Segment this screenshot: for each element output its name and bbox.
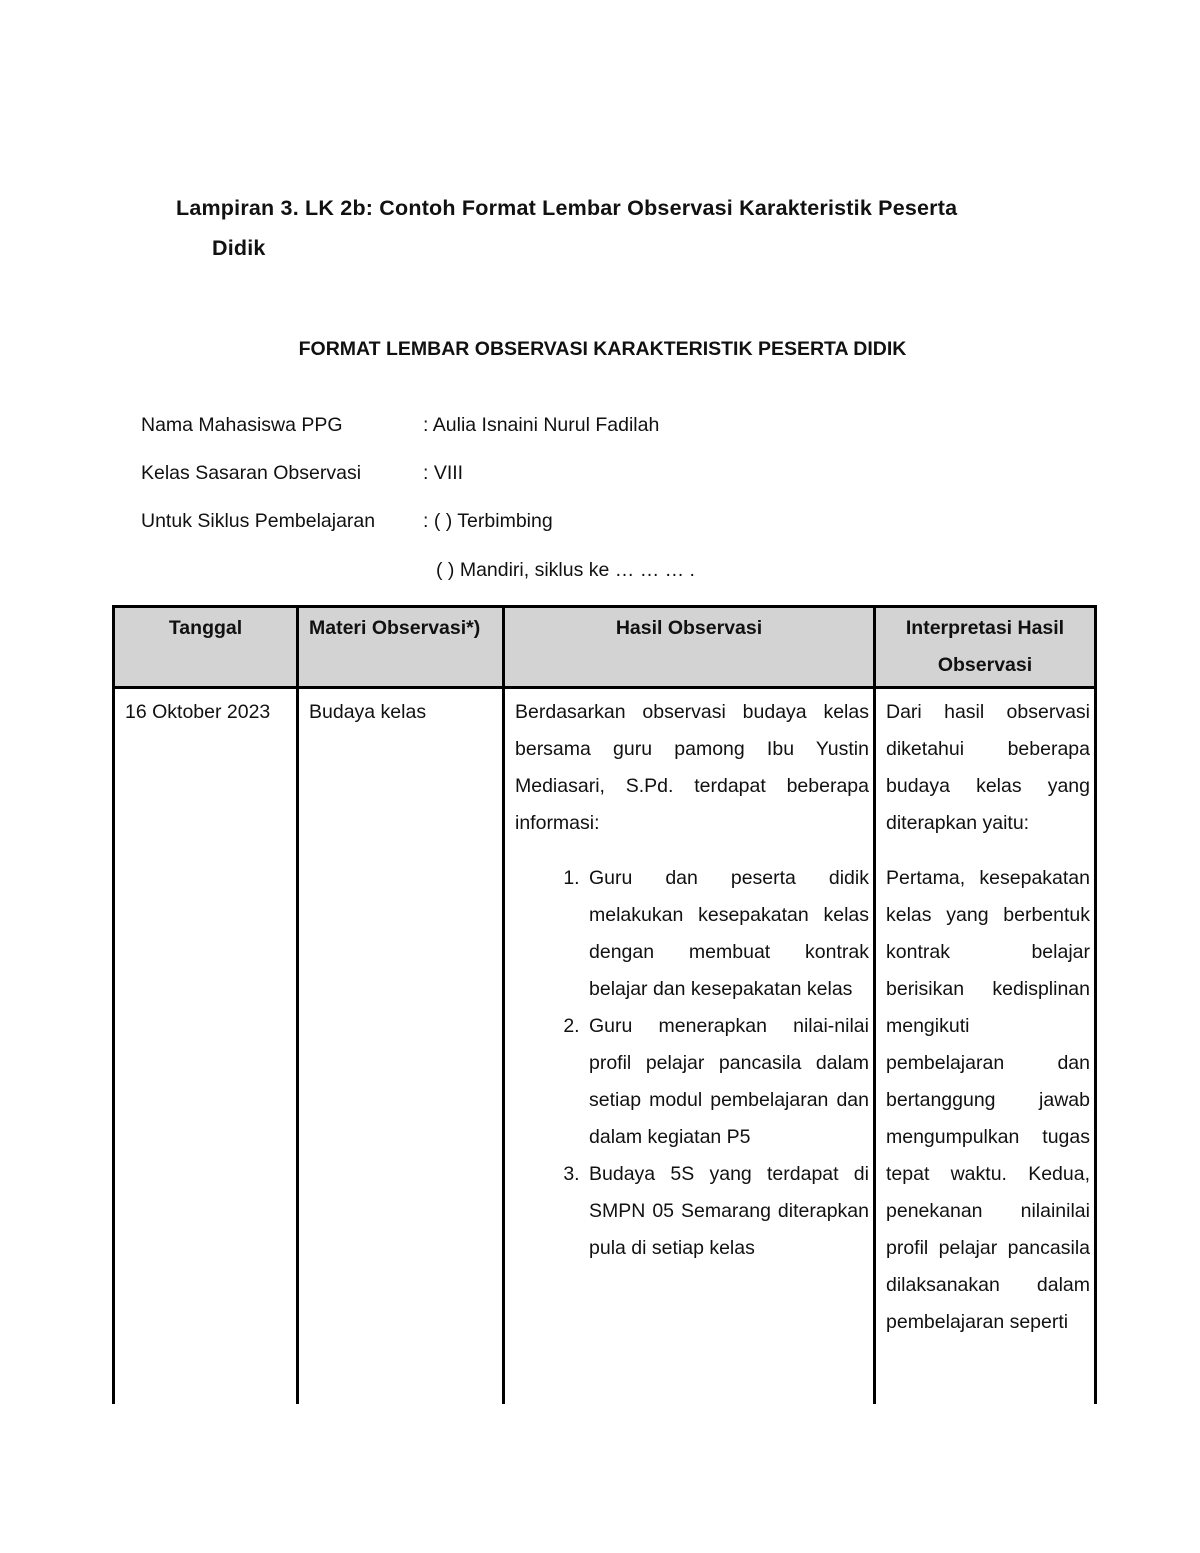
table-header-row: [114, 607, 1096, 688]
kelas-label: Kelas Sasaran Observasi: [141, 462, 362, 484]
appendix-heading-line1: Lampiran 3. LK 2b: Contoh Format Lembar Observasi Karakteristik Peserta: [176, 196, 958, 220]
header-tanggal: Tanggal: [114, 607, 298, 688]
list-item: 3. Budaya 5S yang terdapat di SMPN 05 Semarang diterapkan pula di setiap kelas: [585, 1156, 869, 1267]
cell-materi: Budaya kelas: [298, 688, 504, 1405]
form-title: FORMAT LEMBAR OBSERVASI KARAKTERISTIK PESERTA DIDIK: [298, 338, 907, 360]
interpretasi-intro: Dari hasil observasi diketahui beberapa budaya kelas yang diterapkan yaitu:: [886, 701, 1090, 834]
nama-value: : Aulia Isnaini Nurul Fadilah: [423, 414, 660, 436]
cell-tanggal: 16 Oktober 2023: [114, 688, 298, 1405]
interpretasi-body: Pertama, kesepakatan kelas yang berbentuk kontrak belajar berisikan kedisplinan mengikuti pembelajaran dan bertanggung jawab mengumpulkan tugas tepat waktu. Kedua, penekanan nilainilai profil pelajar pancasila dilaksanakan dalam pembelajaran seperti: [886, 867, 1090, 1333]
appendix-heading: [176, 188, 957, 268]
siklus-label: Untuk Siklus Pembelajaran: [141, 510, 376, 532]
header-materi: Materi Observasi*): [298, 607, 504, 688]
appendix-heading-line2: Didik: [212, 236, 266, 260]
kelas-value: : VIII: [423, 462, 464, 484]
header-interpretasi: Interpretasi Hasil Observasi: [875, 607, 1096, 688]
cell-hasil: [504, 688, 875, 1405]
list-item: 2. Guru menerapkan nilai-nilai profil pelajar pancasila dalam setiap modul pembelajaran dan dalam kegiatan P5: [585, 1008, 869, 1156]
hasil-intro: Berdasarkan observasi budaya kelas bersama guru pamong Ibu Yustin Mediasari, S.Pd. terdapat beberapa informasi:: [515, 701, 869, 834]
cell-interpretasi: [875, 688, 1096, 1405]
siklus-value-terbimbing: : ( ) Terbimbing: [423, 510, 553, 532]
table-row: [114, 688, 1096, 1405]
header-hasil: Hasil Observasi: [504, 607, 875, 688]
observation-table: [112, 605, 1097, 1404]
nama-label: Nama Mahasiswa PPG: [141, 414, 343, 436]
siklus-value-mandiri: ( ) Mandiri, siklus ke … … … .: [436, 559, 695, 581]
list-item: 1. Guru dan peserta didik melakukan kesepakatan kelas dengan membuat kontrak belajar dan kesepakatan kelas: [585, 860, 869, 1008]
hasil-list: [515, 860, 869, 1267]
